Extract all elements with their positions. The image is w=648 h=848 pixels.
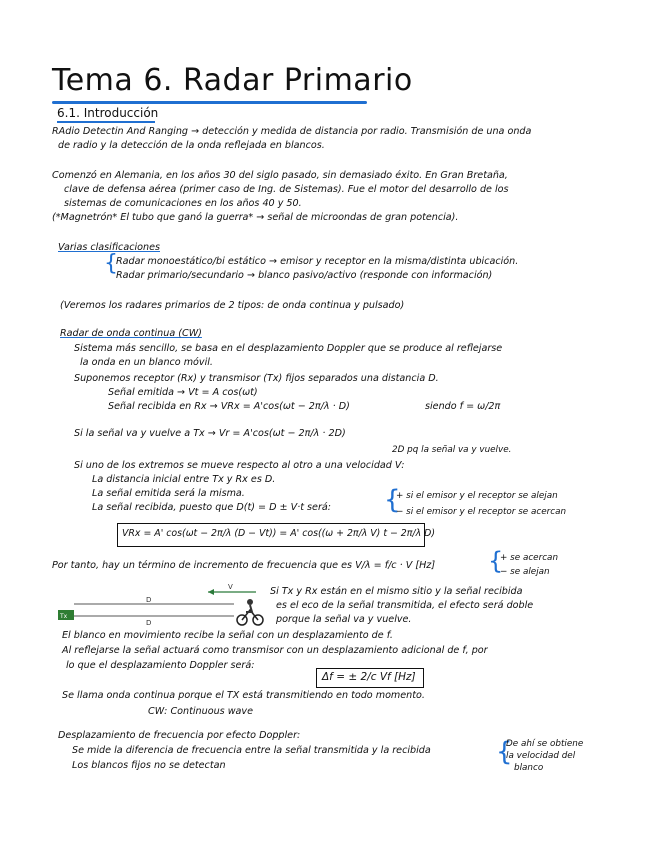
cw-bullet-1: La distancia inicial entre Tx y Rx es D. — [92, 474, 276, 485]
sign-minus: − si el emisor y el receptor se acercan — [396, 507, 567, 517]
cw-received: Señal recibida en Rx → VRx = A'cos(ωt − 2π/λ · D) — [108, 401, 350, 412]
moving-line-5: CW: Continuous wave — [148, 706, 254, 717]
figure-text-3: porque la señal va y vuelve. — [276, 614, 412, 625]
history-line-4: (*Magnetrón* El tubo que ganó la guerra* → señal de microondas de gran potencia). — [52, 212, 459, 223]
doppler-formula: Δf = ± 2/c Vf [Hz] — [322, 671, 416, 683]
shift-side-2: la velocidad del — [506, 751, 576, 761]
cw-frequency-def: siendo f = ω/2π — [425, 401, 501, 412]
shift-heading: Desplazamiento de frecuencia por efecto Doppler: — [58, 730, 301, 741]
title-underline — [52, 101, 367, 104]
shift-side-1: De ahí se obtiene — [506, 739, 584, 749]
shift-brace-icon: { — [496, 737, 513, 767]
history-line-3: sistemas de comunicaciones en los años 40 y 50. — [64, 198, 302, 209]
moving-line-3: lo que el desplazamiento Doppler será: — [66, 660, 255, 671]
cw-line-3: Suponemos receptor (Rx) y transmisor (Tx) fijos separados una distancia D. — [74, 373, 439, 384]
velocity-arrow-head — [208, 589, 214, 595]
velocity-label: V — [228, 583, 233, 591]
cw-formula: VRx = A' cos(ωt − 2π/λ (D − Vt)) = A' cos((ω + 2π/λ V) t − 2π/λ D) — [122, 528, 435, 539]
distance-label-top: D — [146, 596, 152, 604]
cw-line-1: Sistema más sencillo, se basa en el desplazamiento Doppler que se produce al reflejarse — [74, 343, 503, 354]
distance-label-bottom: D — [146, 619, 152, 627]
motorbike-rider-icon — [237, 599, 263, 625]
section-heading: 6.1. Introducción — [57, 106, 159, 120]
doppler-minus: − se alejan — [500, 567, 550, 577]
page-title: Tema 6. Radar Primario — [52, 63, 413, 98]
doppler-figure — [56, 580, 266, 630]
moving-line-4: Se llama onda continua porque el TX está transmitiendo en todo momento. — [62, 690, 425, 701]
classification-item-1: Radar monoestático/bi estático → emisor y receptor en la misma/distinta ubicación. — [116, 256, 519, 267]
classifications-brace-icon: { — [104, 251, 118, 276]
cw-line-4: Si la señal va y vuelve a Tx → Vr = A'cos(ωt − 2π/λ · 2D) — [74, 428, 346, 439]
shift-line-1: Se mide la diferencia de frecuencia entre la señal transmitida y la recibida — [72, 745, 431, 756]
cw-bullet-2: La señal emitida será la misma. — [92, 488, 245, 499]
note-radar-types: (Veremos los radares primarios de 2 tipos: de onda continua y pulsado) — [60, 300, 405, 311]
cw-line-4-note: 2D pq la señal va y vuelve. — [392, 445, 512, 455]
intro-line-2: de radio y la detección de la onda reflejada en blancos. — [58, 140, 325, 151]
sign-brace-icon: { — [384, 485, 401, 515]
section-underline — [57, 121, 155, 123]
cw-emitted: Señal emitida → Vt = A cos(ωt) — [108, 387, 258, 398]
sign-plus: + si el emisor y el receptor se alejan — [396, 491, 558, 501]
moving-line-2: Al reflejarse la señal actuará como transmisor con un desplazamiento adicional de f, por — [62, 645, 488, 656]
history-line-1: Comenzó en Alemania, en los años 30 del siglo pasado, sin demasiado éxito. En Gran Bretaña, — [52, 170, 508, 181]
shift-line-2: Los blancos fijos no se detectan — [72, 760, 226, 771]
shift-side-3: blanco — [514, 763, 544, 773]
cw-line-5: Si uno de los extremos se mueve respecto al otro a una velocidad V: — [74, 460, 405, 471]
cw-line-2: la onda en un blanco móvil. — [80, 357, 213, 368]
doppler-line: Por tanto, hay un término de incremento de frecuencia que es V/λ = f/c · V [Hz] — [52, 560, 436, 571]
doppler-plus: + se acercan — [500, 553, 559, 563]
cw-heading: Radar de onda continua (CW) — [60, 328, 202, 339]
history-line-2: clave de defensa aérea (primer caso de Ing. de Sistemas). Fue el motor del desarrollo de los — [64, 184, 509, 195]
intro-line-1: RAdio Detectin And Ranging → detección y medida de distancia por radio. Transmisión de una onda — [52, 126, 532, 137]
classifications-heading: Varias clasificaciones — [58, 242, 160, 253]
doppler-brace-icon: { — [488, 547, 504, 575]
figure-text-2: es el eco de la señal transmitida, el efecto será doble — [276, 600, 534, 611]
classification-item-2: Radar primario/secundario → blanco pasivo/activo (responde con información) — [116, 270, 493, 281]
transmitter-label: Tx — [60, 613, 68, 620]
moving-line-1: El blanco en movimiento recibe la señal con un desplazamiento de f. — [62, 630, 393, 641]
cw-bullet-3: La señal recibida, puesto que D(t) = D ± V·t será: — [92, 502, 332, 513]
figure-text-1: Si Tx y Rx están en el mismo sitio y la señal recibida — [270, 586, 523, 597]
